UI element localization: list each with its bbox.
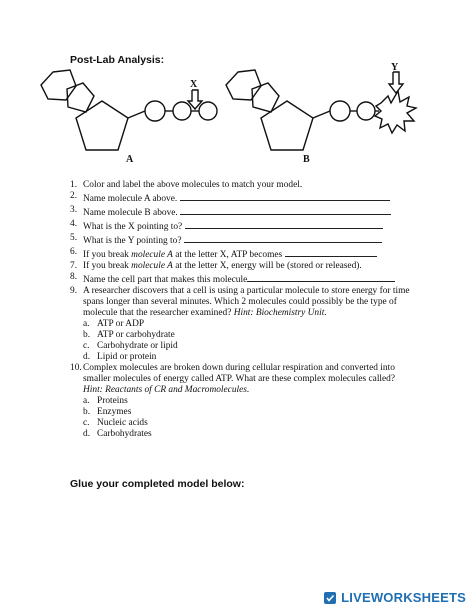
question-text: at the letter X, ATP becomes (172, 250, 283, 260)
question-number: 8. (70, 272, 78, 282)
option-text: Nucleic acids (97, 418, 148, 428)
molecule-b-pentagon-large (261, 101, 313, 150)
molecule-b-phosphate-1 (330, 101, 350, 121)
molecule-b-phosphate-2 (357, 102, 375, 120)
option-b[interactable] (83, 407, 410, 418)
option-text: Lipid or protein (97, 352, 157, 362)
question-10-options (83, 396, 410, 440)
question-emphasis: molecule A (131, 261, 173, 271)
option-letter: b. (83, 407, 91, 417)
answer-blank[interactable] (247, 272, 395, 282)
option-letter: b. (83, 330, 91, 340)
question-text: Name molecule A above. (83, 194, 178, 204)
liveworksheets-logo-icon (323, 591, 337, 605)
liveworksheets-logo-text: LIVEWORKSHEETS (341, 590, 466, 605)
option-letter: c. (83, 418, 90, 428)
pointer-label-y: Y (391, 62, 399, 73)
option-c[interactable] (83, 418, 410, 429)
question-text: If you break (83, 250, 132, 260)
answer-blank[interactable] (184, 233, 382, 243)
molecule-a-label: A (126, 154, 134, 165)
option-a[interactable] (83, 319, 410, 330)
option-text: Proteins (97, 396, 128, 406)
question-text: A researcher discovers that a cell is using a particular molecule to store energy for time spans longer than several minutes. Which 2 molecules could possibly be the type of molecule that the researcher examined? (83, 286, 410, 318)
answer-blank[interactable] (285, 247, 377, 257)
atp-molecule-diagram (0, 0, 474, 200)
question-text: What is the Y pointing to? (83, 236, 182, 246)
question-9 (70, 286, 410, 319)
question-text: Complex molecules are broken down during cellular respiration and converted into smaller molecules of energy called ATP. What are these complex molecules called? (83, 363, 396, 384)
question-hint: Hint: Biochemistry Unit. (233, 308, 327, 318)
question-text: What is the X pointing to? (83, 222, 183, 232)
question-number: 4. (70, 219, 78, 229)
question-5 (70, 233, 410, 247)
option-letter: d. (83, 429, 91, 439)
molecule-b-hexagon (226, 70, 261, 100)
option-text: ATP or carbohydrate (97, 330, 175, 340)
question-number: 2. (70, 191, 78, 201)
question-6 (70, 247, 410, 261)
option-letter: a. (83, 396, 90, 406)
question-10 (70, 363, 410, 396)
question-list (70, 180, 410, 440)
question-emphasis: molecule A (131, 250, 173, 260)
molecule-a-pentagon-small (67, 83, 94, 112)
molecule-b-label: B (303, 154, 310, 165)
question-number: 3. (70, 205, 78, 215)
molecule-b-burst (375, 91, 416, 133)
molecule-b-pentagon-small (252, 83, 279, 112)
question-text: If you break (83, 261, 132, 271)
question-3 (70, 205, 410, 219)
option-text: ATP or ADP (97, 319, 145, 329)
option-a[interactable] (83, 396, 410, 407)
option-letter: c. (83, 341, 90, 351)
molecule-a-phosphate-1 (145, 101, 165, 121)
liveworksheets-logo (323, 590, 466, 605)
question-number: 10. (70, 363, 82, 373)
question-text: Name the cell part that makes this molecule (83, 275, 248, 285)
page-title: Post-Lab Analysis: (70, 54, 165, 66)
option-letter: d. (83, 352, 91, 362)
question-hint: Hint: Reactants of CR and Macromolecules. (83, 385, 250, 395)
molecule-a-phosphate-2 (173, 102, 191, 120)
answer-blank[interactable] (185, 219, 383, 229)
question-8 (70, 272, 410, 286)
option-letter: a. (83, 319, 90, 329)
option-c[interactable] (83, 341, 410, 352)
question-number: 7. (70, 261, 78, 271)
question-7 (70, 261, 410, 272)
question-number: 1. (70, 180, 78, 190)
question-4 (70, 219, 410, 233)
y-pointer-arrow (389, 72, 403, 93)
option-d[interactable] (83, 429, 410, 440)
glue-model-heading: Glue your completed model below: (70, 478, 245, 490)
option-text: Carbohydrates (97, 429, 152, 439)
option-text: Carbohydrate or lipid (97, 341, 178, 351)
pointer-label-x: X (190, 79, 198, 90)
question-2 (70, 191, 410, 205)
molecule-a-hexagon (41, 70, 76, 100)
option-b[interactable] (83, 330, 410, 341)
question-9-options (83, 319, 410, 363)
option-text: Enzymes (97, 407, 132, 417)
question-number: 6. (70, 247, 78, 257)
molecule-a-phosphate-3 (199, 102, 217, 120)
option-d[interactable] (83, 352, 410, 363)
answer-blank[interactable] (180, 191, 390, 201)
question-number: 9. (70, 286, 78, 296)
answer-blank[interactable] (180, 205, 391, 215)
question-number: 5. (70, 233, 78, 243)
question-text: at the letter X, energy will be (stored or released). (172, 261, 362, 271)
question-1 (70, 180, 410, 191)
question-text: Color and label the above molecules to match your model. (83, 180, 303, 190)
molecule-a-pentagon-large (76, 101, 128, 150)
question-text: Name molecule B above. (83, 208, 178, 218)
